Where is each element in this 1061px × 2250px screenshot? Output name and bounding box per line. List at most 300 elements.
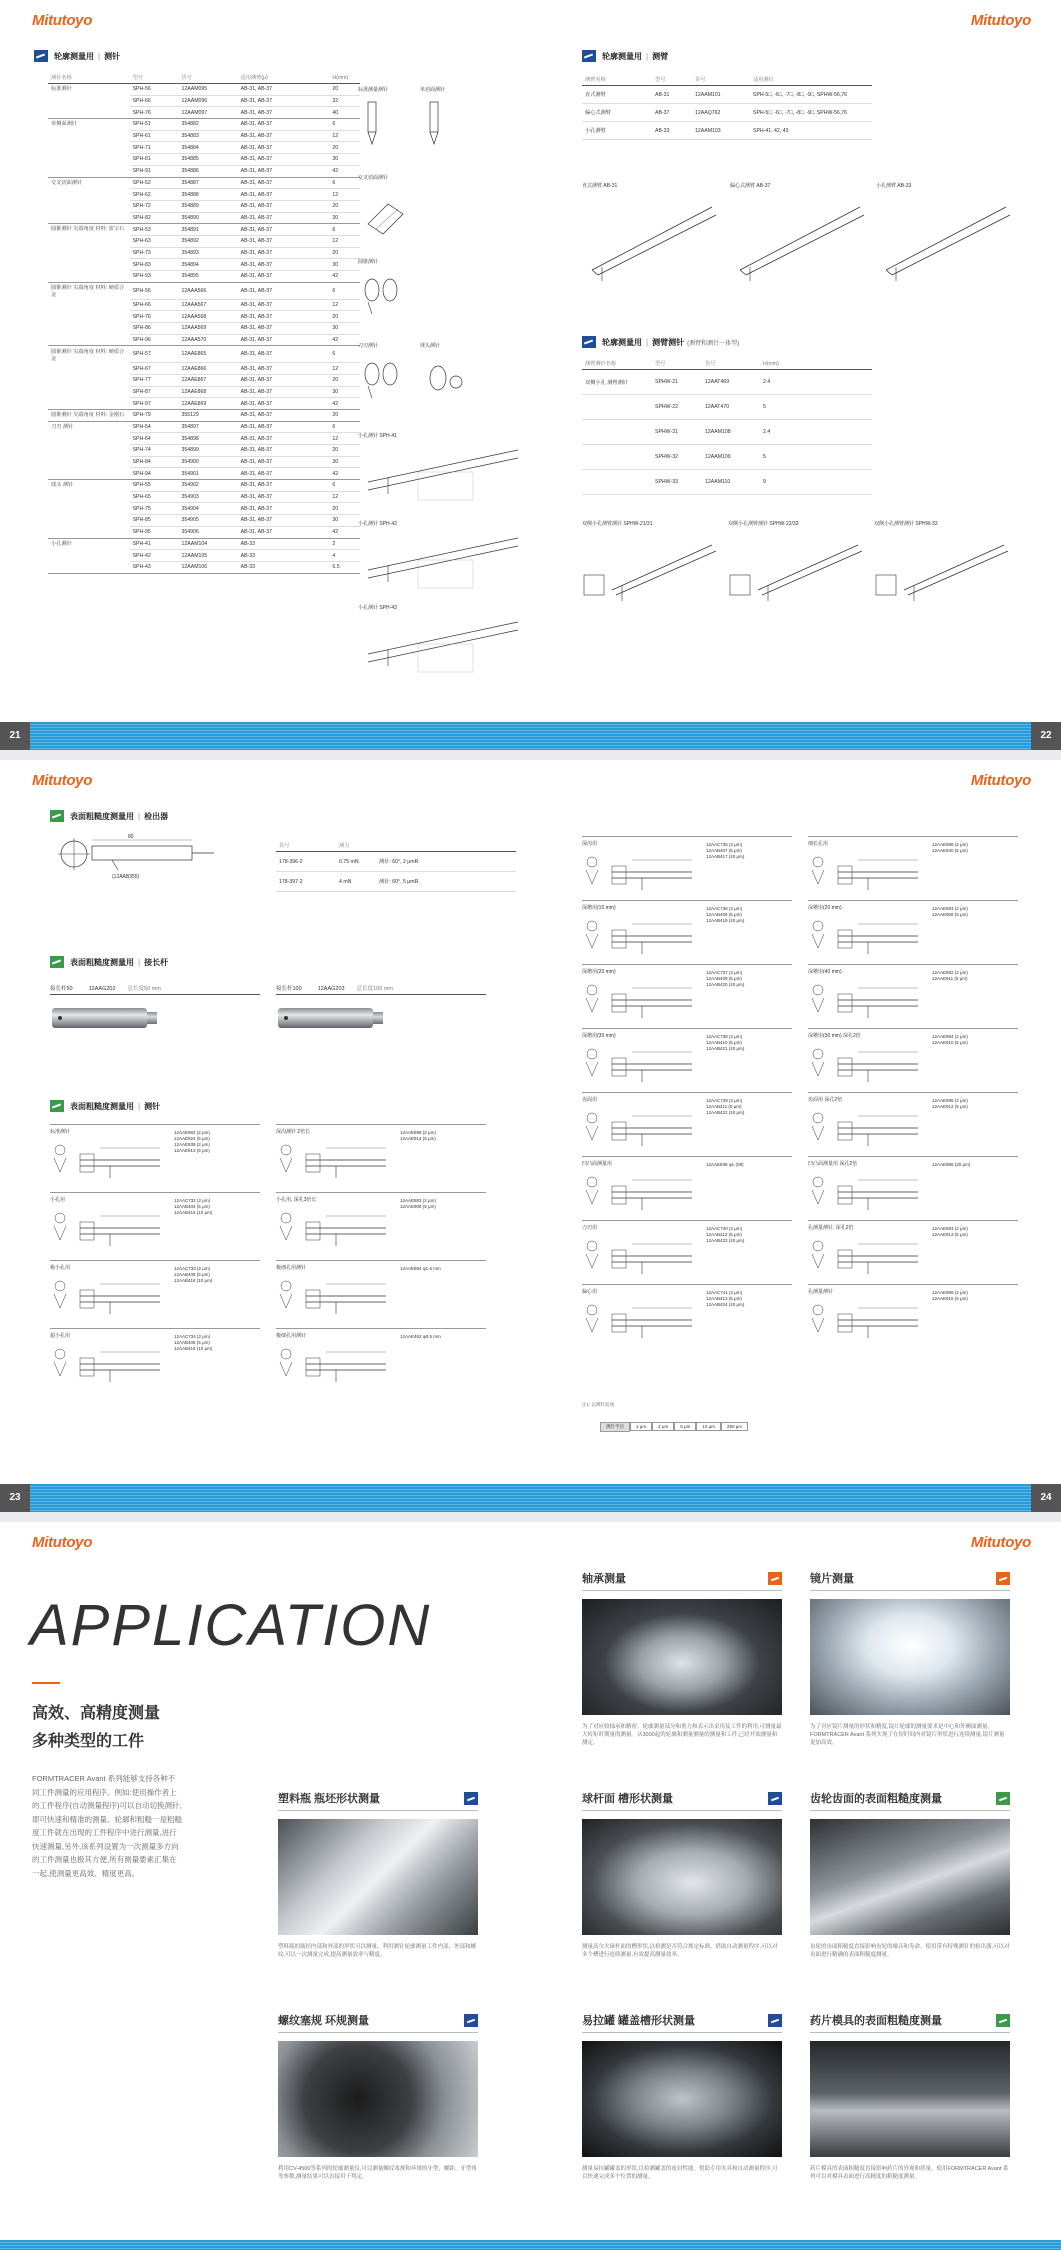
stylus-codes: 12AAE895 (2 μm) 12AAE912 (5 μm) bbox=[932, 1098, 968, 1109]
table-cell bbox=[582, 470, 652, 495]
group-name-cell bbox=[48, 212, 130, 224]
mitutoyo-logo: Mitutoyo bbox=[32, 772, 93, 789]
table-cell: 测针: 60°, 2 μmR bbox=[376, 852, 516, 872]
stylus-drawing bbox=[808, 1168, 928, 1216]
stylus-name: 标准测针 bbox=[50, 1129, 71, 1135]
table-cell: 354882 bbox=[179, 119, 238, 131]
table-cell: 354884 bbox=[179, 142, 238, 154]
card-title-text: 螺纹塞规 环规测量 bbox=[278, 2015, 370, 2027]
application-photo bbox=[278, 2041, 478, 2157]
table-cell: AB-31, AB-37 bbox=[238, 165, 330, 177]
stylus-name: 深槽用(40 mm) bbox=[808, 969, 842, 975]
table-cell: 354894 bbox=[179, 259, 238, 271]
stylus-drawing bbox=[808, 1040, 928, 1088]
table-row bbox=[48, 322, 360, 334]
stylus-codes: 12AAC735 (2 μm) 12AAB407 (5 μm) 12AAB417 (10 μm) bbox=[706, 842, 745, 859]
table-cell: SPH-79 bbox=[130, 409, 179, 421]
table-cell: 30 bbox=[329, 154, 360, 166]
table-cell: 12AAA566 bbox=[179, 282, 238, 299]
table-cell: 12AAA568 bbox=[179, 311, 238, 323]
table-cell: 2 bbox=[329, 538, 360, 550]
table-row bbox=[48, 526, 360, 538]
table-cell: SPH-57 bbox=[130, 346, 179, 363]
stylus-drawing bbox=[808, 912, 928, 960]
table-cell: AB-31, AB-37 bbox=[238, 363, 330, 375]
card-title-text: 齿轮齿面的表面粗糙度测量 bbox=[810, 1793, 942, 1805]
application-card bbox=[278, 2012, 478, 2181]
table-row bbox=[48, 561, 360, 573]
section-header-contour-stylus: 轮廓测量用 | 测针 bbox=[34, 50, 120, 62]
arm-table bbox=[582, 74, 872, 140]
table-cell: SPH-87 bbox=[130, 386, 179, 398]
ext-rod-name: 接长杆50 bbox=[50, 986, 73, 992]
stylus-block-rule bbox=[50, 1328, 260, 1329]
table-row bbox=[48, 468, 360, 480]
table-cell: 12AAM104 bbox=[179, 538, 238, 550]
mitutoyo-logo: Mitutoyo bbox=[32, 1534, 93, 1551]
stylus-drawing bbox=[358, 268, 414, 328]
table-cell: 20 bbox=[329, 409, 360, 421]
stylus-block-rule bbox=[808, 1284, 1018, 1285]
table-row bbox=[48, 200, 360, 212]
stylus-drawing bbox=[50, 1272, 170, 1320]
diagram-label: 小孔测针 SPH-43 bbox=[358, 605, 397, 611]
stylus-drawing bbox=[358, 352, 414, 412]
table-cell: 354902 bbox=[179, 480, 238, 492]
table-cell: 12 bbox=[329, 189, 360, 201]
table-cell: 354885 bbox=[179, 154, 238, 166]
table-cell: 直式测臂 bbox=[582, 86, 652, 104]
table-cell: 6 bbox=[329, 224, 360, 236]
table-cell: 355129 bbox=[179, 409, 238, 421]
table-row bbox=[48, 538, 360, 550]
diagram-label: 球头测针 bbox=[420, 343, 441, 349]
table-cell: SPH-62 bbox=[130, 189, 179, 201]
table-cell: 30 bbox=[329, 515, 360, 527]
stylus-codes: 12AAE838 φ1 (08) bbox=[706, 1162, 744, 1167]
table-cell: 测针: 60°, 5 μmR bbox=[376, 872, 516, 892]
contour-icon bbox=[34, 50, 48, 62]
group-name-cell bbox=[48, 130, 130, 142]
table-cell: SPH-96 bbox=[130, 334, 179, 346]
table-cell: AB-31, AB-37 bbox=[238, 334, 330, 346]
table-cell: SPH-94 bbox=[130, 468, 179, 480]
title-rule bbox=[32, 1682, 60, 1684]
stylus-name: 细长孔用 bbox=[808, 841, 829, 847]
section-header-detector: 表面粗糙度测量用 | 检出器 bbox=[50, 810, 168, 822]
table-cell: AB-31, AB-37 bbox=[238, 491, 330, 503]
table-cell: SPH-83 bbox=[130, 259, 179, 271]
card-title-text: 轴承测量 bbox=[582, 1573, 626, 1585]
table-cell: 12AAE868 bbox=[179, 386, 238, 398]
table-cell: AB-31, AB-37 bbox=[238, 515, 330, 527]
table-cell: 30 bbox=[329, 322, 360, 334]
application-heading-line2: 多种类型的工件 bbox=[32, 1733, 145, 1750]
application-photo bbox=[810, 1599, 1010, 1715]
table-cell: 12AAM109 bbox=[702, 445, 760, 470]
stylus-drawing bbox=[582, 1168, 702, 1216]
stylus-block-rule bbox=[808, 964, 1018, 965]
table-cell: 6 bbox=[329, 421, 360, 433]
table-cell: 12 bbox=[329, 299, 360, 311]
table-cell: 40 bbox=[329, 107, 360, 119]
table-cell: 5 bbox=[760, 395, 872, 420]
table-row bbox=[48, 165, 360, 177]
table-row bbox=[582, 420, 872, 445]
application-body-text: FORMTRACER Avant 系列能够支持各种不同工件测量的应用程序。例如:使用操作者上的工件程序(自动测量程序)可以自动切换测针,即可快速和精准的测量。轮廓和粗糙一是粗糙度工件就在出现的工件程序中进行测量,进行快速测量,另外,该系列设置为一次测量多方向的工件测量也极其方便,所有测量要素汇集在一起,使测量更高效、精度更高。 bbox=[32, 1774, 182, 1878]
table-cell: 20 bbox=[329, 84, 360, 96]
stylus-name: 齿面用 深孔2倍 bbox=[808, 1097, 843, 1103]
application-card bbox=[810, 2012, 1010, 2181]
table-cell: AB-31, AB-37 bbox=[238, 271, 330, 283]
application-card bbox=[810, 1570, 1010, 1747]
notes-cell: 250 μm bbox=[721, 1422, 748, 1431]
col-header: H(mm) bbox=[760, 358, 872, 370]
table-cell: AB-31, AB-37 bbox=[238, 154, 330, 166]
table-row bbox=[48, 334, 360, 346]
table-cell: 354886 bbox=[179, 165, 238, 177]
table-cell: SPH-51 bbox=[130, 119, 179, 131]
ext-rod-header bbox=[276, 984, 486, 995]
table-row bbox=[48, 456, 360, 468]
group-name-cell bbox=[48, 515, 130, 527]
stylus-codes: 12AAE462 φ0.5 mm bbox=[400, 1334, 441, 1339]
table-cell: 6 bbox=[329, 480, 360, 492]
stylus-name: 凹凸面测量用 bbox=[582, 1161, 613, 1167]
stylus-name: 孔测量测针, 深孔2倍 bbox=[808, 1225, 854, 1231]
table-cell: 12 bbox=[329, 363, 360, 375]
roughness-icon bbox=[50, 956, 64, 968]
group-name-cell bbox=[48, 259, 130, 271]
table-cell: 354906 bbox=[179, 526, 238, 538]
group-name-cell bbox=[48, 235, 130, 247]
diagram-label: 小孔测针 SPH-42 bbox=[358, 521, 397, 527]
stylus-codes: 12AAE894 (2 μm) 12AAE910 (5 μm) bbox=[932, 1034, 968, 1045]
table-cell: 354905 bbox=[179, 515, 238, 527]
table-cell: 12AAE867 bbox=[179, 374, 238, 386]
table-row bbox=[48, 142, 360, 154]
table-cell: SPH-41 bbox=[130, 538, 179, 550]
extension-rod-image bbox=[52, 1008, 147, 1028]
table-cell: 20 bbox=[329, 311, 360, 323]
notes-cell: 测针半径 bbox=[600, 1422, 630, 1432]
roughness-icon bbox=[50, 810, 64, 822]
card-title bbox=[582, 1570, 782, 1591]
group-name-cell bbox=[48, 386, 130, 398]
table-cell: SPH-54 bbox=[130, 421, 179, 433]
table-cell: 12AAA570 bbox=[179, 334, 238, 346]
stylus-codes: 12AAC737 (2 μm) 12AAB409 (5 μm) 12AAB420 (10 μm) bbox=[706, 970, 745, 987]
stylus-drawing bbox=[276, 1340, 396, 1388]
card-title bbox=[582, 2012, 782, 2033]
table-cell: 20 bbox=[329, 247, 360, 259]
table-cell: AB-31, AB-37 bbox=[238, 224, 330, 236]
stylus-name: 刀刃用 bbox=[582, 1225, 598, 1231]
col-header: 测力 bbox=[336, 840, 376, 852]
group-name-cell bbox=[48, 299, 130, 311]
page-footer-bar bbox=[0, 1484, 1061, 1512]
table-cell: SPH-97 bbox=[130, 398, 179, 410]
group-name-cell bbox=[48, 526, 130, 538]
col-header: 测针名称 bbox=[48, 72, 130, 84]
table-cell: SPH-73 bbox=[130, 247, 179, 259]
stylus-codes: 12AAE883 (2 μm) 12AAE908 (5 μm) bbox=[400, 1198, 436, 1209]
arm-drawing bbox=[730, 195, 870, 285]
table-cell: 12AAM108 bbox=[702, 420, 760, 445]
group-name-cell bbox=[48, 561, 130, 573]
group-name-cell: 标准测针 bbox=[51, 86, 72, 93]
stylus-drawing bbox=[420, 96, 476, 156]
table-row bbox=[48, 177, 360, 189]
group-name-cell: 圆锥测针 尖端角度 材料: 蓝宝石 bbox=[51, 226, 125, 233]
table-cell: 12AAM103 bbox=[692, 122, 750, 140]
card-title bbox=[810, 2012, 1010, 2033]
card-title bbox=[810, 1790, 1010, 1811]
stylus-drawing bbox=[358, 96, 414, 156]
stylus-name: 极小孔用 bbox=[50, 1265, 71, 1271]
card-title bbox=[278, 1790, 478, 1811]
group-name-cell bbox=[48, 311, 130, 323]
application-photo bbox=[582, 2041, 782, 2157]
table-cell: AB-33 bbox=[238, 561, 330, 573]
stylus-drawing bbox=[358, 530, 528, 590]
ext-rod-desc: 总长度50 mm bbox=[127, 986, 161, 992]
group-name-cell bbox=[48, 491, 130, 503]
table-cell: 12AAE865 bbox=[179, 346, 238, 363]
extension-rod-hole bbox=[284, 1016, 288, 1020]
group-name-cell bbox=[48, 363, 130, 375]
stylus-name: 孔测量测针 bbox=[808, 1289, 834, 1295]
stylus-block-rule bbox=[582, 1092, 792, 1093]
table-cell: SPH-95 bbox=[130, 526, 179, 538]
table-cell: AB-31, AB-37 bbox=[238, 503, 330, 515]
table-row bbox=[48, 445, 360, 457]
table-row bbox=[48, 363, 360, 375]
ext-rod-name: 接长杆100 bbox=[276, 986, 302, 992]
stylus-block-rule bbox=[808, 836, 1018, 837]
card-description: 利用CV-4500等系列的轮廓测量仪,可以测量螺纹塞规和环规的牙型、螺距、牙型角等参数,测量结果可以直接用于判定。 bbox=[278, 2166, 477, 2180]
group-name-cell bbox=[48, 247, 130, 259]
table-cell bbox=[582, 395, 652, 420]
table-row bbox=[48, 374, 360, 386]
stylus-name: 凹凸面测量用 深孔2倍 bbox=[808, 1161, 858, 1167]
table-cell: AB-31, AB-37 bbox=[238, 84, 330, 96]
mitutoyo-logo: Mitutoyo bbox=[970, 772, 1031, 789]
application-card bbox=[582, 1790, 782, 1959]
col-header: 测臂测针名称 bbox=[582, 358, 652, 370]
group-name-cell bbox=[48, 95, 130, 107]
section-header-extension-rod: 表面粗糙度测量用 | 接长杆 bbox=[50, 956, 168, 968]
application-card bbox=[278, 1790, 478, 1959]
table-cell: AB-31, AB-37 bbox=[238, 374, 330, 386]
table-cell: AB-31, AB-37 bbox=[238, 259, 330, 271]
table-cell: AB-31, AB-37 bbox=[238, 212, 330, 224]
stylus-name: 极细孔用测针 bbox=[276, 1333, 307, 1339]
ext-rod-header bbox=[50, 984, 260, 995]
table-cell: 6 bbox=[329, 119, 360, 131]
table-cell: 42 bbox=[329, 334, 360, 346]
stylus-drawing bbox=[582, 912, 702, 960]
table-row bbox=[582, 470, 872, 495]
table-cell: SPH-63 bbox=[130, 235, 179, 247]
table-cell: AB-31, AB-37 bbox=[238, 247, 330, 259]
measurement-type-icon bbox=[464, 2014, 478, 2027]
card-title-text: 药片模具的表面粗糙度测量 bbox=[810, 2015, 942, 2027]
table-cell: AB-31, AB-37 bbox=[238, 468, 330, 480]
table-row bbox=[582, 104, 872, 122]
spread-pages-21-22 bbox=[0, 0, 1061, 750]
table-cell: SPH-42 bbox=[130, 550, 179, 562]
table-cell: 42 bbox=[329, 271, 360, 283]
table-cell: SPH-56 bbox=[130, 282, 179, 299]
table-cell: AB-31, AB-37 bbox=[238, 445, 330, 457]
diagram-label: 刀刃测针 bbox=[358, 343, 379, 349]
table-cell: AB-31, AB-37 bbox=[238, 119, 330, 131]
table-cell: SPH-71 bbox=[130, 142, 179, 154]
table-row bbox=[48, 299, 360, 311]
table-cell: 12AAM101 bbox=[692, 86, 750, 104]
stylus-drawing bbox=[276, 1136, 396, 1184]
table-row bbox=[48, 259, 360, 271]
table-cell: 354900 bbox=[179, 456, 238, 468]
extension-rod-tip bbox=[373, 1012, 383, 1024]
table-cell: 双侧小孔 测臂测针 bbox=[582, 370, 652, 395]
table-cell: SPH-76 bbox=[130, 107, 179, 119]
group-name-cell bbox=[48, 165, 130, 177]
table-row bbox=[48, 247, 360, 259]
card-title-text: 塑料瓶 瓶坯形状测量 bbox=[278, 1793, 381, 1805]
table-cell: SPH-55 bbox=[130, 480, 179, 492]
table-cell: AB-31 bbox=[652, 86, 692, 104]
measurement-type-icon bbox=[464, 1792, 478, 1805]
notes-cell: 5 μm bbox=[674, 1422, 696, 1431]
measurement-type-icon bbox=[996, 1792, 1010, 1805]
stylus-block-rule bbox=[50, 1260, 260, 1261]
armstylus-drawing bbox=[582, 535, 722, 625]
table-row bbox=[48, 154, 360, 166]
stylus-name: 深槽用(20 mm) bbox=[582, 969, 616, 975]
table-cell: AB-33 bbox=[238, 550, 330, 562]
notes-cell: 10 μm bbox=[696, 1422, 721, 1431]
table-cell: 4 mN bbox=[336, 872, 376, 892]
table-cell: 354890 bbox=[179, 212, 238, 224]
group-name-cell: 圆锥测针 尖端角度 材料: 硬质合金 bbox=[51, 348, 125, 362]
table-row bbox=[582, 370, 872, 395]
col-header: 货号 bbox=[692, 74, 750, 86]
mitutoyo-logo: Mitutoyo bbox=[970, 12, 1031, 29]
col-header: 型号 bbox=[652, 358, 702, 370]
table-cell: 354898 bbox=[179, 433, 238, 445]
group-name-cell: 交叉切面测针 bbox=[51, 179, 83, 186]
spread-pages-23-24 bbox=[0, 760, 1061, 1512]
spread-application bbox=[0, 1522, 1061, 2250]
card-title-text: 球杆面 槽形状测量 bbox=[582, 1793, 674, 1805]
svg-text:(12AAB355): (12AAB355) bbox=[112, 874, 140, 880]
table-cell: 5 bbox=[760, 445, 872, 470]
table-cell: AB-31, AB-37 bbox=[238, 299, 330, 311]
stylus-codes: 12AAC733 (2 μm) 12AAB405 (5 μm) 12AAB416 (10 μm) bbox=[174, 1266, 213, 1283]
stylus-drawing bbox=[808, 1232, 928, 1280]
table-row bbox=[48, 386, 360, 398]
group-name-cell bbox=[48, 503, 130, 515]
col-header: H(mm) bbox=[329, 72, 360, 84]
stylus-name: 深槽用(30 mm) bbox=[582, 1033, 616, 1039]
stylus-block-rule bbox=[582, 836, 792, 837]
extension-rod-tip bbox=[147, 1012, 157, 1024]
notes-cell: 1 μm bbox=[630, 1422, 652, 1431]
application-photo bbox=[810, 1819, 1010, 1935]
stylus-block-rule bbox=[276, 1192, 486, 1193]
group-name-cell bbox=[48, 374, 130, 386]
table-cell: 12 bbox=[329, 130, 360, 142]
ext-rod-desc: 总长度100 mm bbox=[356, 986, 393, 992]
table-row bbox=[48, 550, 360, 562]
table-row bbox=[48, 235, 360, 247]
table-cell: AB-31, AB-37 bbox=[238, 526, 330, 538]
card-description: 齿轮的齿面粗糙度直接影响齿轮的噪音和寿命。使用带有特殊测针的检出器,可以对齿面进行精确的表面粗糙度测量。 bbox=[810, 1944, 1010, 1958]
table-cell: SPH-61 bbox=[130, 130, 179, 142]
stylus-codes: 12AAE893 (2 μm) 12AAE913 (5 μm) bbox=[932, 1226, 968, 1237]
stylus-drawing bbox=[808, 976, 928, 1024]
stylus-drawing bbox=[582, 1104, 702, 1152]
table-cell: 354895 bbox=[179, 271, 238, 283]
table-cell: 12 bbox=[329, 491, 360, 503]
application-photo bbox=[810, 2041, 1010, 2157]
table-cell: 30 bbox=[329, 456, 360, 468]
detector-table bbox=[276, 840, 516, 892]
table-row bbox=[276, 872, 516, 892]
table-cell: SPHW-33 bbox=[652, 470, 702, 495]
table-cell: 42 bbox=[329, 526, 360, 538]
table-cell: 354901 bbox=[179, 468, 238, 480]
stylus-drawing bbox=[358, 442, 528, 502]
table-cell: 9 bbox=[760, 470, 872, 495]
table-row bbox=[48, 107, 360, 119]
stylus-codes: 12AAE884 φ1.6 mm bbox=[400, 1266, 441, 1271]
stylus-drawing bbox=[582, 848, 702, 896]
card-title bbox=[278, 2012, 478, 2033]
measurement-type-icon bbox=[768, 1792, 782, 1805]
table-cell: 2.4 bbox=[760, 370, 872, 395]
table-cell: 42 bbox=[329, 165, 360, 177]
diagram-label: 单切面测针 bbox=[420, 87, 446, 93]
table-row bbox=[48, 480, 360, 492]
card-description: 测量高尔夫球杆面的槽形状,以检测是否符合规定标准。借助自动测量程序,可以对多个槽进行连续测量,有效提高测量效率。 bbox=[582, 1944, 778, 1958]
arm-drawing bbox=[582, 195, 722, 285]
table-cell: 30 bbox=[329, 386, 360, 398]
table-cell: 12AAM110 bbox=[702, 470, 760, 495]
table-cell: 354903 bbox=[179, 491, 238, 503]
table-cell: 354889 bbox=[179, 200, 238, 212]
group-name-cell bbox=[48, 334, 130, 346]
table-cell: 30 bbox=[329, 259, 360, 271]
table-row bbox=[48, 282, 360, 299]
table-cell: 小孔测臂 bbox=[582, 122, 652, 140]
stylus-name: 深槽用(30 mm) 深孔2倍 bbox=[808, 1033, 861, 1039]
diagram-label: 双侧小孔测臂测针 SPHW-22/32 bbox=[728, 521, 799, 527]
ext-rod-code: 12AAG202 bbox=[88, 986, 116, 992]
card-title-text: 易拉罐 罐盖槽形状测量 bbox=[582, 2015, 696, 2027]
table-row bbox=[48, 189, 360, 201]
col-header: 适用测针 bbox=[750, 74, 872, 86]
diagram-label: 圆锥测针 bbox=[358, 259, 379, 265]
stylus-drawing bbox=[808, 848, 928, 896]
stylus-name: 深槽用(20 mm) bbox=[808, 905, 842, 911]
col-header: 型号 bbox=[652, 74, 692, 86]
col-header: 货号 bbox=[702, 358, 760, 370]
table-cell: SPH-65 bbox=[130, 491, 179, 503]
table-row bbox=[48, 311, 360, 323]
